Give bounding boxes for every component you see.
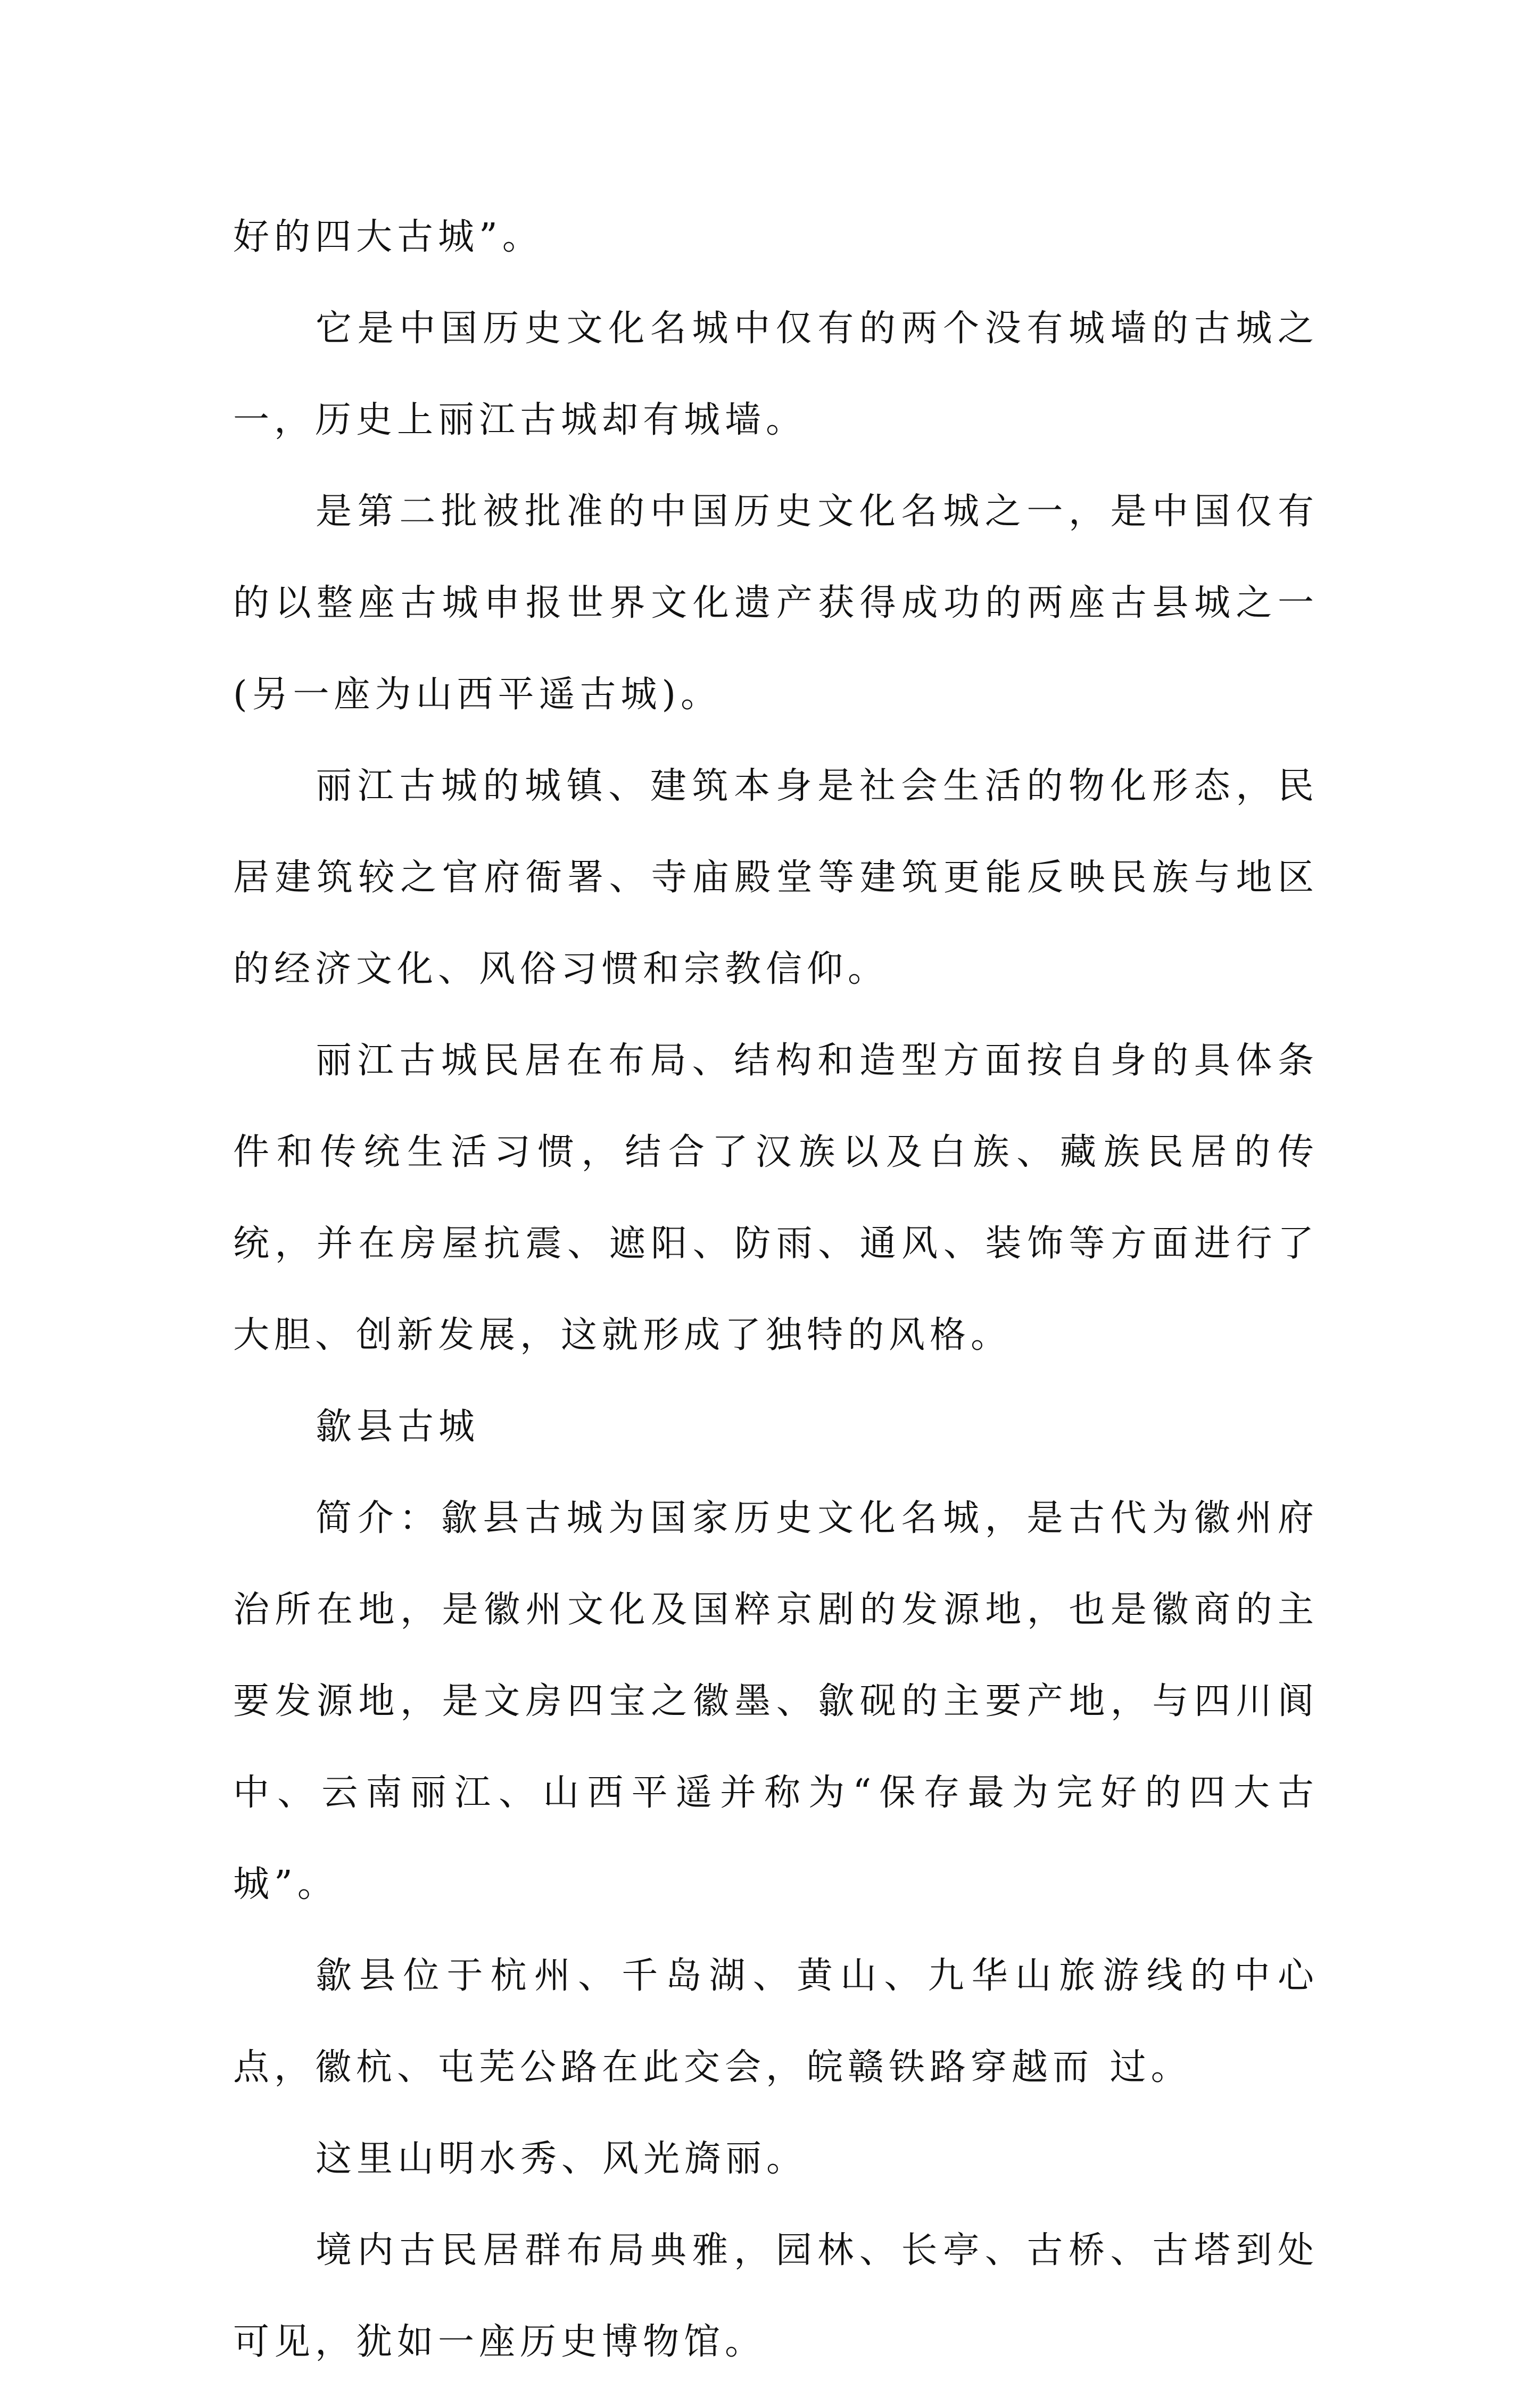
paragraph-architecture: 丽江古城的城镇、建筑本身是社会生活的物化形态，民居建筑较之官府衙署、寺庙殿堂等建筑更能反映民族与地区的经济文化、风俗习惯和宗教信仰。 — [233, 765, 1319, 990]
paragraph-no-city-wall: 它是中国历史文化名城中仅有的两个没有城墙的古城之一，历史上丽江古城却有城墙。 — [233, 308, 1319, 441]
document-body — [233, 192, 1319, 2388]
paragraph-shexian-location: 歙县位于杭州、千岛湖、黄山、九华山旅游线的中心点，徽杭、屯芜公路在此交会，皖赣铁路穿越而 过。 — [233, 1955, 1319, 2088]
paragraph-world-heritage: 是第二批被批准的中国历史文化名城之一，是中国仅有的以整座古城申报世界文化遗产获得成功的两座古县城之一(另一座为山西平遥古城)。 — [233, 491, 1319, 716]
paragraph-shexian-intro: 简介：歙县古城为国家历史文化名城，是古代为徽州府治所在地，是徽州文化及国粹京剧的发源地，也是徽商的主要发源地，是文房四宝之徽墨、歙砚的主要产地，与四川阆中、云南丽江、山西平遥并称为“保存最为完好的四大古城”。 — [233, 1497, 1319, 1905]
section-heading-shexian: 歙县古城 — [316, 1406, 480, 1448]
paragraph-museum: 境内古民居群布局典雅，园林、长亭、古桥、古塔到处可见，犹如一座历史博物馆。 — [233, 2229, 1319, 2363]
paragraph-scenery: 这里山明水秀、风光旖丽。 — [316, 2138, 808, 2180]
paragraph-continuation: 好的四大古城”。 — [233, 216, 543, 258]
paragraph-residences: 丽江古城民居在布局、结构和造型方面按自身的具体条件和传统生活习惯，结合了汉族以及白族、藏族民居的传统，并在房屋抗震、遮阳、防雨、通风、装饰等方面进行了大胆、创新发展，这就形成了独特的风格。 — [233, 1040, 1319, 1356]
